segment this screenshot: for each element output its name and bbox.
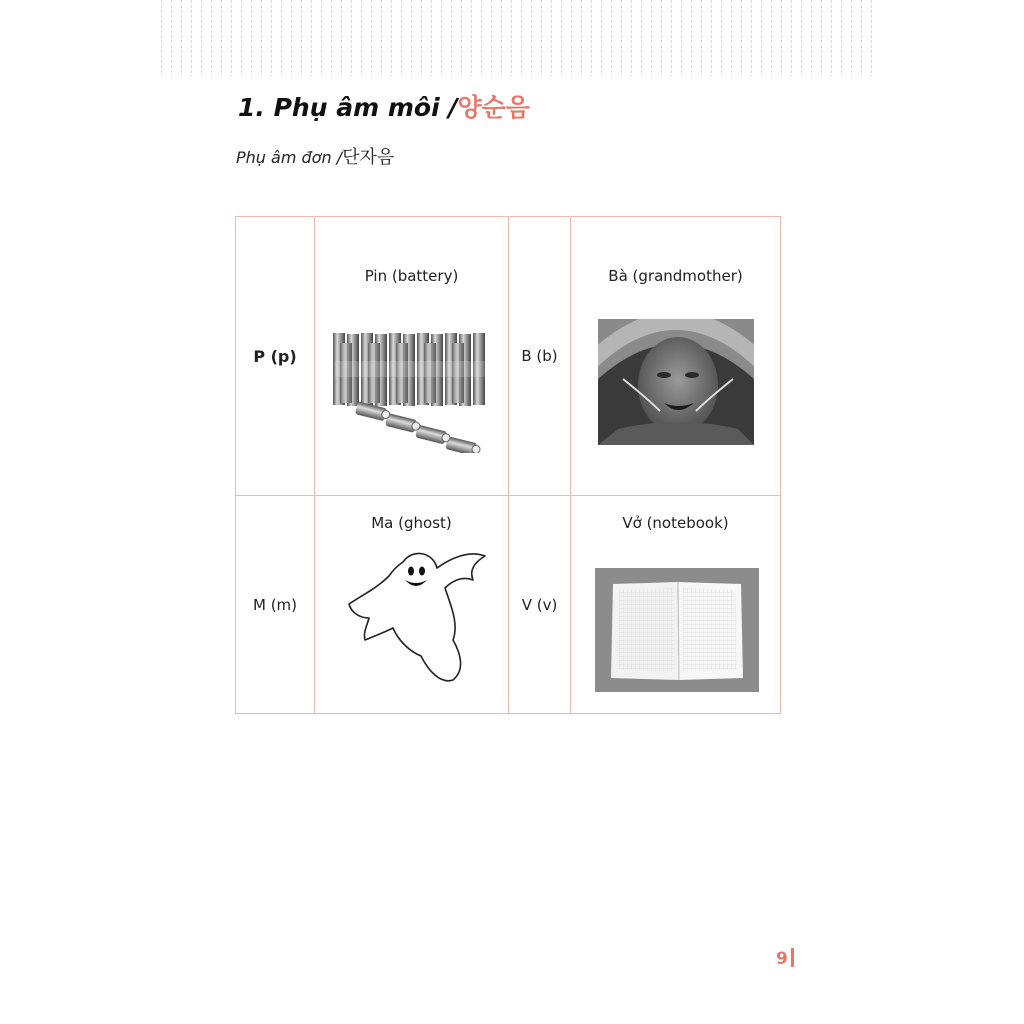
word-cell [571, 217, 781, 496]
page-title [238, 88, 530, 124]
letter-label: P (p) [253, 346, 297, 366]
batteries-photo [331, 331, 488, 453]
title-korean: 양순음 [457, 93, 530, 122]
title-vietnamese: 1. Phụ âm môi / [238, 93, 458, 122]
letter-label: B (b) [521, 347, 558, 365]
notebook-photo [595, 568, 759, 692]
page-number-bar [791, 948, 794, 967]
word-label: Vở (notebook) [622, 514, 729, 532]
letter-label: V (v) [521, 595, 558, 614]
subtitle-korean: 단자음 [342, 147, 395, 168]
table-row [236, 217, 781, 496]
letter-cell [236, 496, 315, 714]
table-row [236, 496, 781, 714]
word-cell [315, 496, 509, 714]
subtitle [236, 143, 394, 169]
letter-cell [509, 496, 571, 714]
subtitle-vietnamese: Phụ âm đơn / [236, 148, 343, 167]
consonant-table [235, 216, 781, 714]
grid-header-decoration [152, 0, 874, 76]
word-cell [571, 496, 781, 714]
page-number [776, 948, 794, 969]
word-cell [315, 217, 509, 496]
letter-cell [509, 217, 571, 496]
grandmother-photo [598, 319, 754, 445]
word-label: Ma (ghost) [371, 514, 452, 532]
page-number-value: 9 [776, 949, 788, 969]
ghost-drawing [341, 546, 491, 686]
word-label: Pin (battery) [364, 267, 459, 285]
letter-cell [236, 217, 315, 496]
letter-label: M (m) [252, 595, 298, 614]
word-label: Bà (grandmother) [608, 267, 743, 285]
